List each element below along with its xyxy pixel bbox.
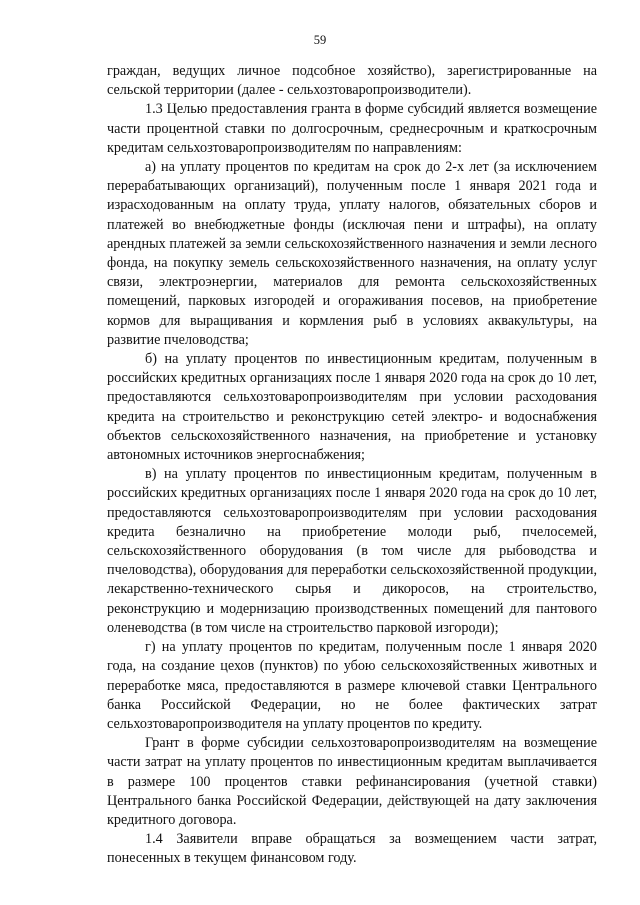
paragraph-item-g: г) на уплату процентов по кредитам, полученным после 1 января 2020 года, на создание цехов (пунктов) по убою сельскохозяйственных животных и переработке мяса, предоставляются в размере ключевой ставки Центрального банка Российской Федерации, но не более фактических затрат сельхозтоваропроизводителя на уплату процентов по кредиту. (107, 639, 597, 732)
paragraph-item-a: а) на уплату процентов по кредитам на срок до 2-х лет (за исключением перерабатывающих организаций), полученным после 1 января 2021 года и израсходованным на оплату труда, уплату налогов, обязательных сборов и платежей во внебюджетные фонды (исключая пени и штрафы), на оплату арендных платежей за земли сельскохозяйственного назначения и земли лесного фонда, на покупку земель сельскохозяйственного назначения, на оплату услуг связи, электроэнергии, материалов для ремонта сельскохозяйственных помещений, парковых изгородей и огораживания посевов, на приобретение кормов для выращивания и кормления рыб в условиях аквакультуры, на развитие пчеловодства; (107, 159, 597, 348)
body-text (107, 62, 597, 869)
paragraph-1-3: 1.3 Целью предоставления гранта в форме субсидий является возмещение части процентной ставки по долгосрочным, среднесрочным и краткосрочным кредитам сельхозтоваропроизводителям по направлениям: (107, 101, 597, 156)
paragraph-item-v: в) на уплату процентов по инвестиционным кредитам, полученным в российских кредитных организациях после 1 января 2020 года на срок до 10 лет, предоставляются сельхозтоваропроизводителям при условии расходования кредита безналично на приобретение молоди рыб, пчелосемей, сельскохозяйственного оборудования (в том числе для рыбоводства и пчеловодства), оборудования для переработки сельскохозяйственной продукции, лекарственно-технического сырья и дикоросов, на строительство, реконструкцию и модернизацию производственных помещений для пантового оленеводства (в том числе на строительство парковой изгороди); (107, 466, 597, 636)
paragraph-intro: граждан, ведущих личное подсобное хозяйство), зарегистрированные на сельской территории (далее - сельхозтоваропроизводители). (107, 63, 597, 99)
paragraph-grant: Грант в форме субсидии сельхозтоваропроизводителям на возмещение части затрат на уплату процентов по инвестиционным кредитам выплачивается в размере 100 процентов ставки рефинансирования (учетной ставки) Центрального банка Российской Федерации, действующей на дату заключения кредитного договора. (107, 735, 597, 828)
paragraph-1-4: 1.4 Заявители вправе обращаться за возмещением части затрат, понесенных в текущем финансовом году. (107, 831, 597, 867)
page-number: 59 (313, 33, 327, 47)
paragraph-item-b: б) на уплату процентов по инвестиционным кредитам, полученным в российских кредитных организациях после 1 января 2020 года на срок до 10 лет, предоставляются сельхозтоваропроизводителям при условии расходования кредита на строительство и реконструкцию сетей электро- и водоснабжения объектов сельскохозяйственного назначения, на приобретение и установку автономных источников энергоснабжения; (107, 351, 597, 464)
